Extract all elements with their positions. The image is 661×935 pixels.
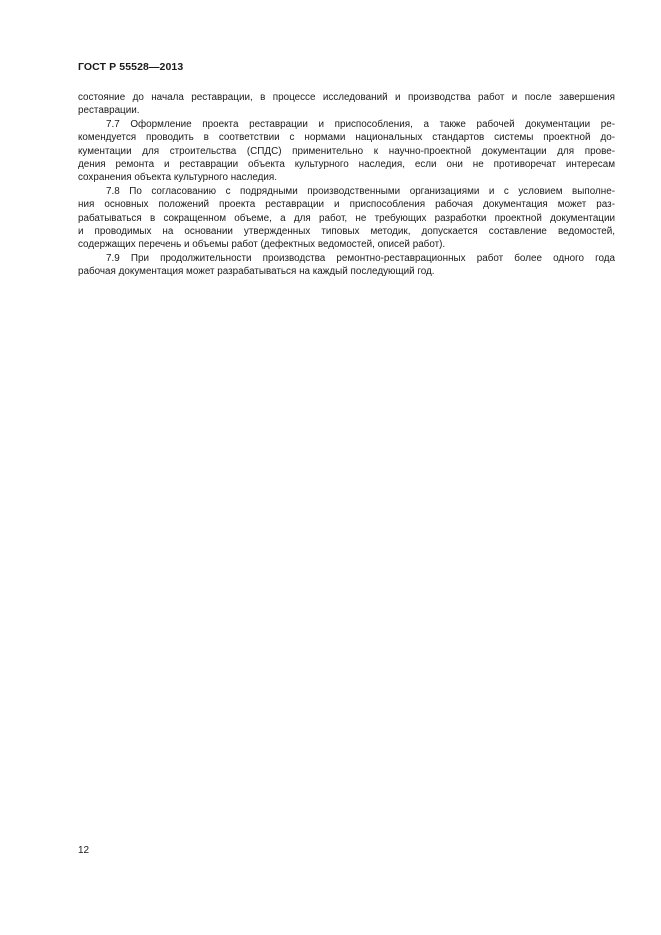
text-line: 7.7 Оформление проекта реставрации и приспособления, а также рабочей документации ре-	[106, 118, 615, 130]
text-line: кументации для строительства (СПДС) применительно к научно-проектной документации для прове-	[78, 145, 615, 157]
text-line: комендуется проводить в соответствии с нормами национальных стандартов системы проектной до-	[78, 132, 615, 144]
paragraph-7-7	[78, 118, 615, 185]
text-line: рабатываться в сокращенном объеме, а для работ, не требующих разработки проектной документации	[78, 212, 615, 224]
text-line: содержащих перечень и объемы работ (дефектных ведомостей, описей работ).	[78, 239, 446, 251]
paragraph-7-9	[78, 252, 615, 279]
text-line: 7.8 По согласованию с подрядными производственными организациями и с условием выполне-	[106, 185, 615, 197]
text-line: и проводимых на основании утвержденных типовых методик, допускается составление ведомостей,	[78, 225, 615, 237]
page-number: 12	[78, 845, 90, 856]
text-line: состояние до начала реставрации, в процессе исследований и производства работ и после завершения	[78, 92, 615, 103]
paragraph	[78, 91, 615, 118]
text-line: дения ремонта и реставрации объекта культурного наследия, если они не противоречат интересам	[78, 158, 615, 170]
text-line: рабочая документация может разрабатываться на каждый последующий год.	[78, 266, 435, 278]
text-line: реставрации.	[78, 105, 140, 117]
page-header-doc-id: ГОСТ Р 55528—2013	[78, 61, 184, 73]
text-line: 7.9 При продолжительности производства ремонтно-реставрационных работ более одного года	[106, 252, 615, 264]
document-body	[78, 91, 615, 278]
text-line: ния основных положений проекта реставрации и приспособления рабочая документация может раз-	[78, 199, 615, 211]
text-line: сохранения объекта культурного наследия.	[78, 172, 278, 184]
paragraph-7-8	[78, 185, 615, 252]
